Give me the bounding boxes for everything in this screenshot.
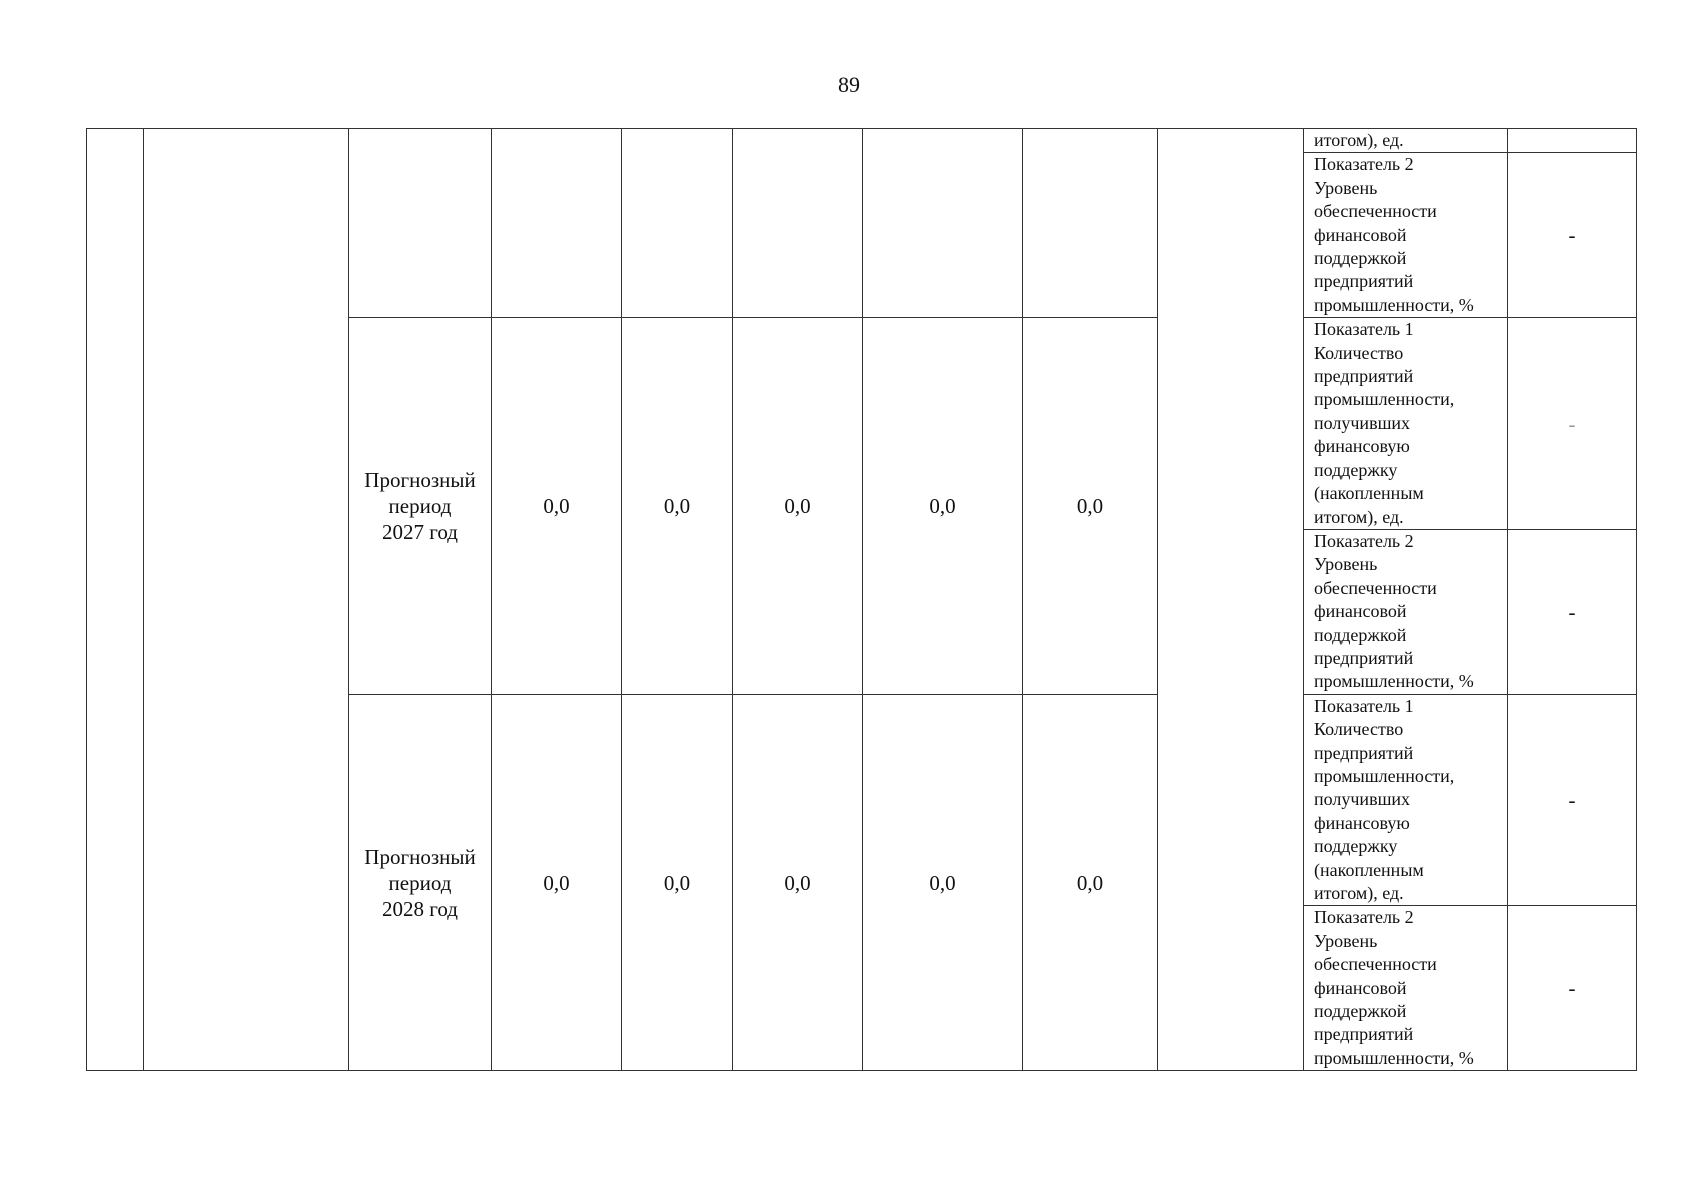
value-cell: 0,0 <box>492 694 622 1071</box>
indicator-line: Уровень <box>1314 930 1378 951</box>
indicator-line: Уровень <box>1314 177 1378 198</box>
table-row <box>87 129 1637 153</box>
value-cell-empty <box>622 129 733 318</box>
indicator-line: промышленности, <box>1314 389 1455 410</box>
value-cell-empty <box>863 129 1023 318</box>
value-cell-empty <box>492 129 622 318</box>
number-cell <box>87 129 144 1071</box>
indicator-line: финансовую <box>1314 436 1410 457</box>
indicator-line: поддержкой <box>1314 624 1407 645</box>
value-cell: 0,0 <box>622 318 733 695</box>
indicator-line: Показатель 1 <box>1314 319 1414 340</box>
indicator-line: итогом), ед. <box>1314 883 1404 903</box>
indicator-value-cell: - <box>1508 694 1637 906</box>
indicator-line: Уровень <box>1314 554 1378 575</box>
period-label: период <box>388 494 452 518</box>
indicator-line: Показатель 2 <box>1314 530 1414 551</box>
indicator-value-cell: - <box>1508 906 1637 1071</box>
indicator-line: предприятий <box>1314 647 1414 668</box>
indicator-line: поддержку <box>1314 836 1398 857</box>
value-cell: 0,0 <box>1023 318 1158 695</box>
indicator-2-cell <box>1304 906 1508 1071</box>
value-cell: 0,0 <box>863 694 1023 1071</box>
indicator-2-cell <box>1304 153 1508 318</box>
indicator-line: промышленности, % <box>1314 294 1474 315</box>
indicator-line: Показатель 2 <box>1314 907 1414 928</box>
indicator-value-cell: - <box>1508 529 1637 694</box>
value-cell: 0,0 <box>863 318 1023 695</box>
period-label: Прогнозный <box>364 468 476 492</box>
indicator-text: итогом), ед. <box>1314 130 1404 150</box>
executor-cell <box>1158 129 1304 1071</box>
indicator-value-cell: - <box>1508 318 1637 530</box>
indicator-line: финансовой <box>1314 601 1407 622</box>
indicator-line: промышленности, % <box>1314 1047 1474 1068</box>
indicator-1-cell <box>1304 318 1508 530</box>
indicator-line: получивших <box>1314 789 1411 810</box>
indicator-line: Количество <box>1314 719 1404 740</box>
value-cell: 0,0 <box>733 318 863 695</box>
indicator-line: итогом), ед. <box>1314 506 1404 527</box>
indicator-line: обеспеченности <box>1314 201 1437 222</box>
indicator-value-cell <box>1508 129 1637 153</box>
indicator-line: поддержкой <box>1314 1001 1407 1022</box>
period-cell <box>349 318 492 695</box>
indicator-tail-cell <box>1304 129 1508 153</box>
indicator-1-cell <box>1304 694 1508 906</box>
period-cell-empty <box>349 129 492 318</box>
measure-name-cell <box>144 129 349 1071</box>
period-label: период <box>388 870 452 895</box>
value-cell: 0,0 <box>1023 694 1158 1071</box>
indicator-line: финансовой <box>1314 224 1407 245</box>
indicator-line: предприятий <box>1314 742 1414 763</box>
indicator-line: Показатель 1 <box>1314 695 1414 716</box>
budget-indicators-table <box>86 128 1637 1071</box>
indicator-line: обеспеченности <box>1314 577 1437 598</box>
indicator-line: поддержкой <box>1314 248 1407 269</box>
indicator-line: Показатель 2 <box>1314 154 1414 175</box>
value-cell-empty <box>733 129 863 318</box>
indicator-line: Количество <box>1314 342 1404 363</box>
indicator-line: предприятий <box>1314 1024 1414 1045</box>
indicator-line: (накопленным <box>1314 859 1424 880</box>
indicator-line: поддержку <box>1314 459 1398 480</box>
indicator-line: предприятий <box>1314 366 1414 387</box>
period-cell <box>349 694 492 1071</box>
indicator-line: финансовую <box>1314 812 1410 833</box>
indicator-2-cell <box>1304 529 1508 694</box>
value-cell: 0,0 <box>733 694 863 1071</box>
indicator-line: обеспеченности <box>1314 954 1437 975</box>
period-year: 2028 год <box>382 896 458 921</box>
indicator-line: финансовой <box>1314 977 1407 998</box>
value-cell-empty <box>1023 129 1158 318</box>
page-number: 89 <box>838 72 860 97</box>
period-year: 2027 год <box>382 520 458 544</box>
indicator-line: (накопленным <box>1314 483 1424 504</box>
value-cell: 0,0 <box>622 694 733 1071</box>
indicator-value-cell: - <box>1508 153 1637 318</box>
indicator-line: предприятий <box>1314 271 1414 292</box>
indicator-line: промышленности, <box>1314 765 1455 786</box>
period-label: Прогнозный <box>364 844 476 869</box>
value-cell: 0,0 <box>492 318 622 695</box>
indicator-line: промышленности, % <box>1314 671 1474 692</box>
indicator-line: получивших <box>1314 412 1411 433</box>
